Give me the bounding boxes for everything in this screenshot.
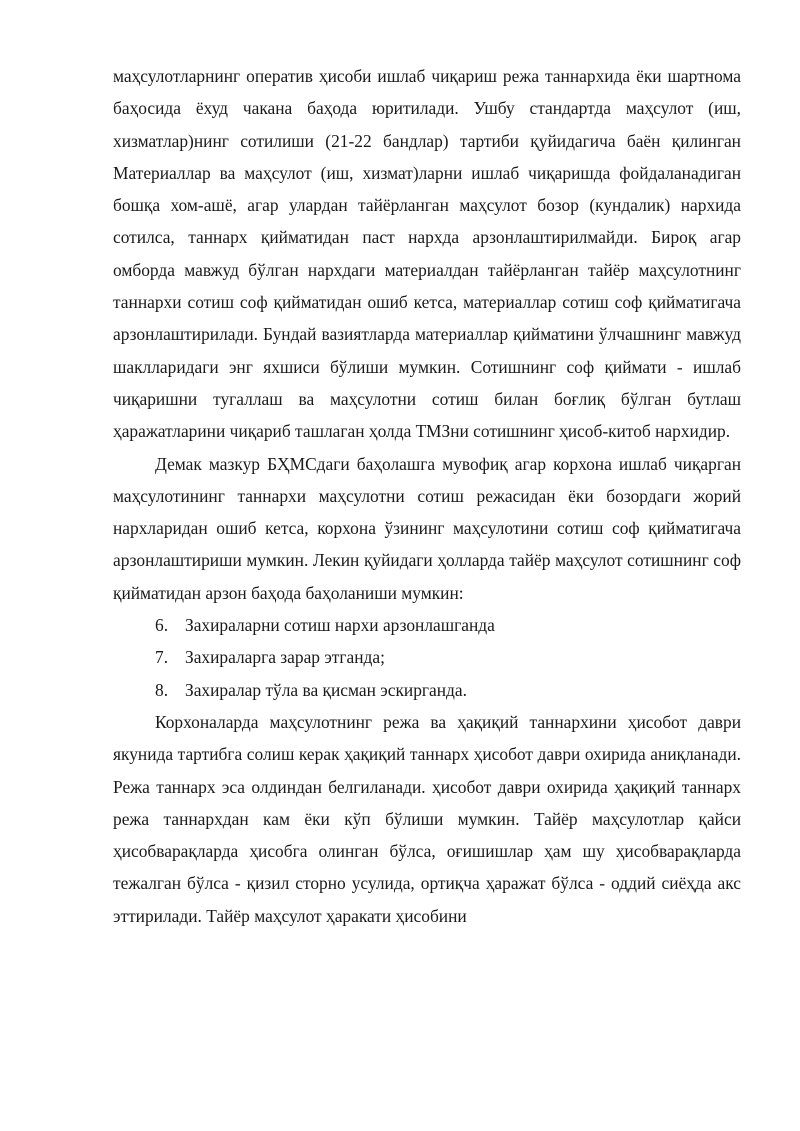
document-page [113, 60, 741, 932]
list-item-number: 6. [155, 615, 169, 636]
list-item-text: Захиралар тўла ва қисман эскирганда. [185, 679, 467, 700]
numbered-list [113, 609, 741, 706]
list-item-number: 8. [155, 679, 169, 700]
list-item [113, 609, 741, 641]
list-item-number: 7. [155, 647, 169, 668]
paragraph-3: Корхоналарда маҳсулотнинг режа ва ҳақиқий таннархини ҳисобот даври якунида тартибга солиш керак ҳақиқий таннарх ҳисобот даври охирида аниқланади. Режа таннарх эса олдиндан белгиланади. ҳисобот даври охирида ҳақиқий таннарх режа таннархдан кам ёки кўп бўлиши мумкин. Тайёр маҳсулотлар қайси ҳисобварақларда ҳисобга олинган бўлса, оғишишлар ҳам шу ҳисобварақларда тежалган бўлса - қизил сторно усулида, ортиқча ҳаражат бўлса - оддий сиёҳда акс эттирилади. Тайёр маҳсулот ҳаракати ҳисобини [113, 711, 741, 926]
list-item [113, 674, 741, 706]
list-item-text: Захираларни сотиш нархи арзонлашганда [185, 615, 495, 636]
paragraph-2: Демак мазкур БҲМСдаги баҳолашга мувофиқ агар корхона ишлаб чиқарган маҳсулотининг таннархи маҳсулотни сотиш режасидан ёки бозордаги жорий нархларидан ошиб кетса, корхона ўзининг маҳсулотини сотиш соф қийматигача арзонлаштириши мумкин. Лекин қуйидаги ҳолларда тайёр маҳсулот сотишнинг соф қийматидан арзон баҳода баҳоланиши мумкин: [113, 453, 741, 603]
list-item [113, 641, 741, 673]
list-item-text: Захираларга зарар этганда; [185, 647, 385, 668]
paragraph-1: маҳсулотларнинг оператив ҳисоби ишлаб чиқариш режа таннархида ёки шартнома баҳосида ёхуд чакана баҳода юритилади. Ушбу стандартда маҳсулот (иш, хизматлар)нинг сотилиши (21-22 бандлар) тартиби қуйидагича баён қилинган Материаллар ва маҳсулот (иш, хизмат)ларни ишлаб чиқаришда фойдаланадиган бошқа хом-ашё, агар улардан тайёрланган маҳсулот бозор (кундалик) нархида сотилса, таннарх қийматидан паст нархда арзонлаштирилмайди. Бироқ агар омборда мавжуд бўлган нархдаги материалдан тайёрланган тайёр маҳсулотнинг таннархи сотиш соф қийматидан ошиб кетса, материаллар сотиш соф қийматигача арзонлаштирилади. Бундай вазиятларда материаллар қийматини ўлчашнинг мавжуд шаклларидаги энг яхшиси бўлиши мумкин. Сотишнинг соф қиймати - ишлаб чиқаришни тугаллаш ва маҳсулотни сотиш билан боғлиқ бўлган бутлаш ҳаражатларини чиқариб ташлаган ҳолда ТМЗни сотишнинг ҳисоб-китоб нархидир. [113, 66, 741, 442]
